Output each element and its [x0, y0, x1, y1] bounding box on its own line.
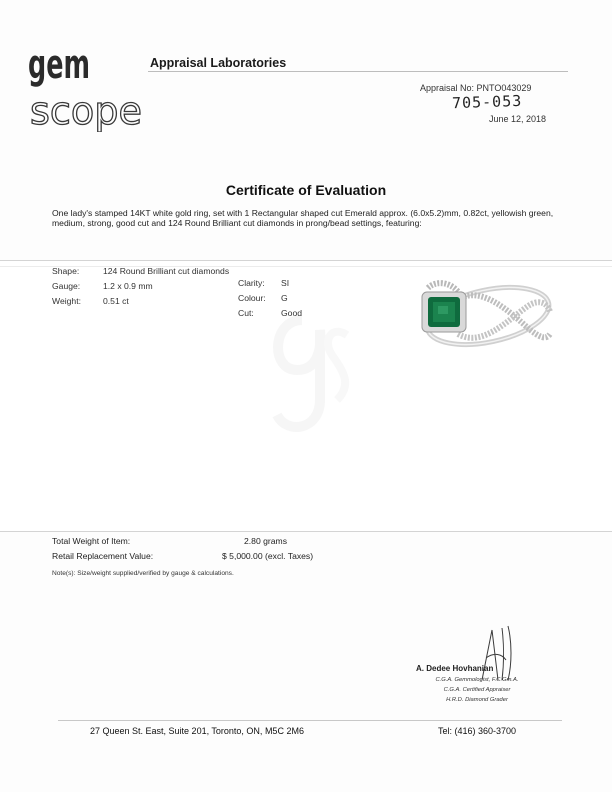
colour-label: Colour:	[238, 293, 266, 303]
lab-title: Appraisal Laboratories	[150, 56, 287, 70]
colour-value: G	[281, 293, 288, 303]
footer-telephone: Tel: (416) 360-3700	[438, 726, 517, 736]
cut-label: Cut:	[238, 308, 254, 318]
certificate-title: Certificate of Evaluation	[225, 182, 387, 198]
gemscope-logo	[26, 40, 150, 132]
footer-divider	[58, 720, 562, 721]
signatory-credential-3: H.R.D. Diamond Grader	[446, 697, 508, 703]
gauge-label: Gauge:	[52, 281, 81, 291]
cut-value: Good	[281, 308, 303, 318]
retail-value-label: Retail Replacement Value:	[52, 551, 154, 561]
appraisal-number: Appraisal No: PNTO043029	[420, 83, 532, 93]
signatory-name: A. Dedee Hovhanian	[416, 664, 494, 673]
clarity-value: SI	[281, 278, 290, 288]
header-divider	[148, 71, 568, 72]
signatory-credential-1: C.G.A. Gemmologist, F.C.Gm.A.	[435, 677, 519, 683]
footer-address: 27 Queen St. East, Suite 201, Toronto, ON, M5C 2M6	[90, 726, 304, 736]
weight-value: 0.51 ct	[103, 296, 129, 306]
svg-text:gem: gem	[28, 42, 90, 88]
shape-value: 124 Round Brilliant cut diamonds	[103, 266, 230, 276]
gauge-value: 1.2 x 0.9 mm	[103, 281, 153, 291]
appraisal-date: June 12, 2018	[489, 114, 547, 124]
total-weight-value: 2.80 grams	[244, 536, 287, 546]
total-weight-label: Total Weight of Item:	[52, 536, 131, 546]
item-description: One lady's stamped 14KT white gold ring, set with 1 Rectangular shaped cut Emerald approx. (6.0x5.2)mm, 0.82ct, yellowish green, medium, strong, good cut and 124 Round Brilliant cut diamonds in prong/bead settings, featuring:	[52, 208, 554, 229]
handwritten-reference: 705-053	[451, 91, 523, 113]
retail-value: $ 5,000.00 (excl. Taxes)	[222, 551, 314, 561]
handwritten-signature	[468, 624, 518, 682]
note: Note(s): Size/weight supplied/verified by gauge & calculations.	[52, 570, 234, 577]
gs-watermark	[252, 300, 362, 460]
clarity-label: Clarity:	[238, 278, 265, 288]
ring-photo	[400, 264, 556, 368]
signatory-credential-2: C.G.A. Certified Appraiser	[443, 687, 511, 693]
weight-label: Weight:	[52, 296, 81, 306]
shape-label: Shape:	[52, 266, 80, 276]
svg-text:scope: scope	[30, 89, 142, 132]
